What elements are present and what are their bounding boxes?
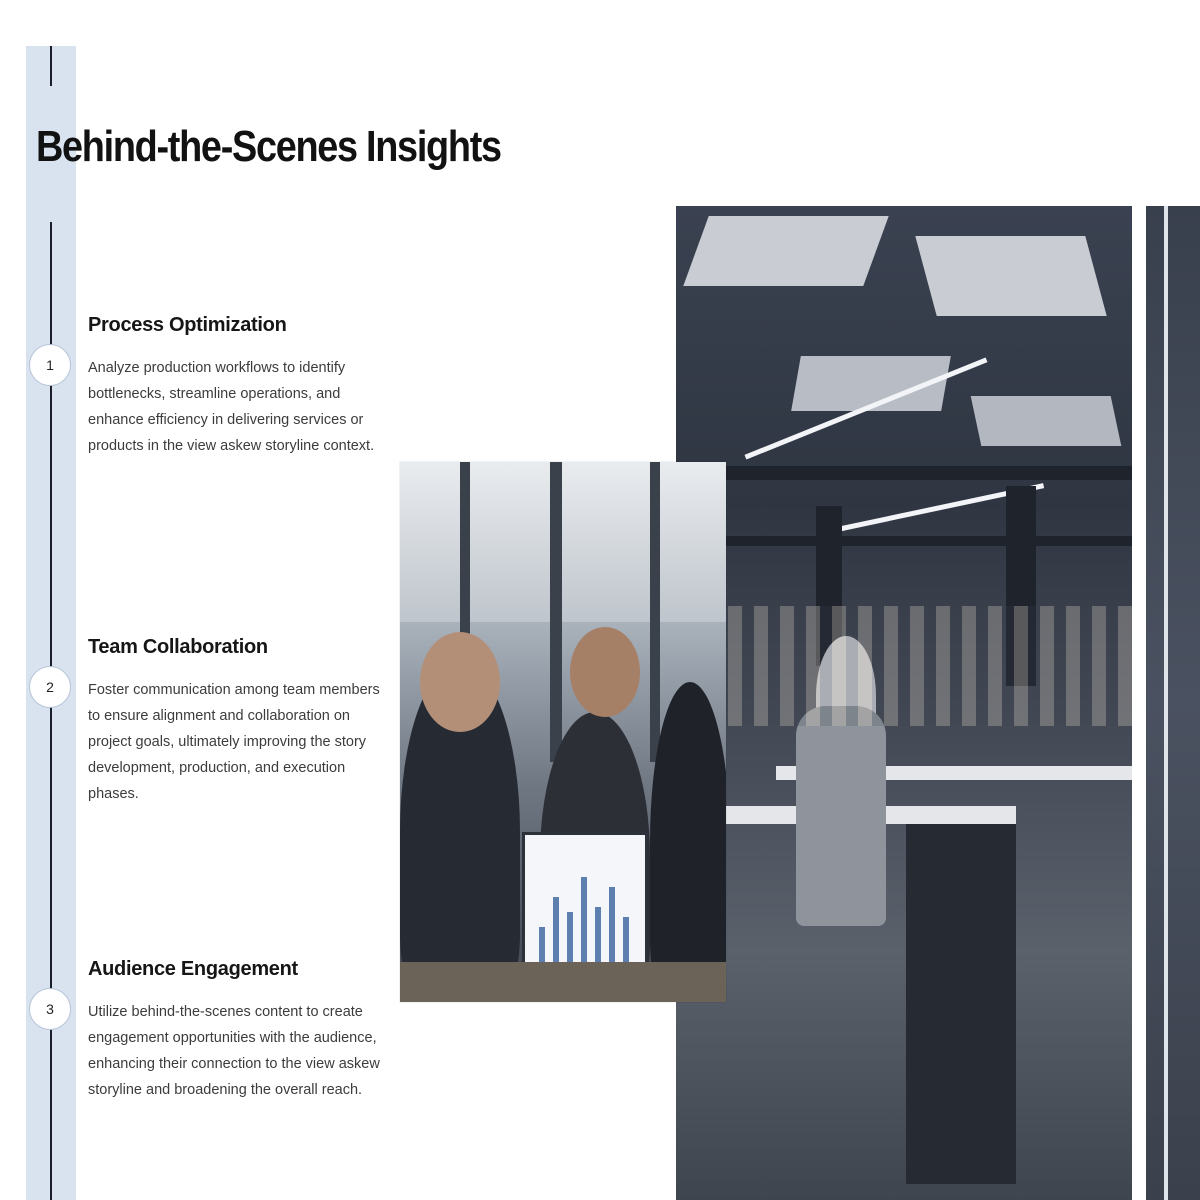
ceiling-panel <box>971 396 1122 446</box>
chart-bar <box>609 887 615 967</box>
step-heading: Process Optimization <box>88 314 287 336</box>
step-body: Analyze production workflows to identify bottlenecks, streamline operations, and enhance efficiency in delivering services or products in the view askew storyline context. <box>88 360 375 454</box>
step-number: 1 <box>46 357 54 373</box>
meeting-table <box>400 962 726 1002</box>
ceiling-panel <box>683 216 888 286</box>
step-number: 2 <box>46 679 54 695</box>
chart-bar <box>581 877 587 967</box>
woman-head <box>570 627 640 717</box>
team-meeting-photo <box>400 462 726 1002</box>
window-frame <box>650 462 660 762</box>
man-head <box>420 632 500 732</box>
step-section-3 <box>88 958 380 1103</box>
step-body: Foster communication among team members to ensure alignment and collaboration on project goals, ultimately improving the story development, production, and execution phases. <box>88 682 380 802</box>
desk-cabinet <box>906 824 1016 1184</box>
office-photo-strip <box>1146 206 1200 1200</box>
step-marker-1 <box>29 344 71 386</box>
step-section-1 <box>88 314 380 459</box>
ceiling-beam <box>676 466 1132 480</box>
step-section-2 <box>88 636 380 807</box>
step-heading: Team Collaboration <box>88 636 268 658</box>
chart-bar <box>595 907 601 967</box>
window-background <box>400 462 726 622</box>
woman-right <box>650 682 726 1002</box>
step-heading: Audience Engagement <box>88 958 298 980</box>
chart-bar <box>567 912 573 967</box>
chart-bar <box>539 927 545 967</box>
chart-bar <box>623 917 629 967</box>
window-frame <box>550 462 562 762</box>
ceiling-panel <box>915 236 1106 316</box>
timeline-line-top <box>50 46 52 86</box>
laptop-screen <box>522 832 648 978</box>
step-body: Utilize behind-the-scenes content to create engagement opportunities with the audience, enhancing their connection to the view askew storyline and broadening the overall reach. <box>88 1004 380 1098</box>
step-marker-3 <box>29 988 71 1030</box>
step-marker-2 <box>29 666 71 708</box>
office-chair <box>796 706 886 926</box>
ceiling-beam <box>676 536 1132 546</box>
step-number: 3 <box>46 1001 54 1017</box>
strip-divider <box>1164 206 1168 1200</box>
page-title: Behind-the-Scenes Insights <box>36 122 501 171</box>
chart-bar <box>553 897 559 967</box>
open-plan-office-photo <box>676 206 1132 1200</box>
crowd <box>676 606 1132 726</box>
